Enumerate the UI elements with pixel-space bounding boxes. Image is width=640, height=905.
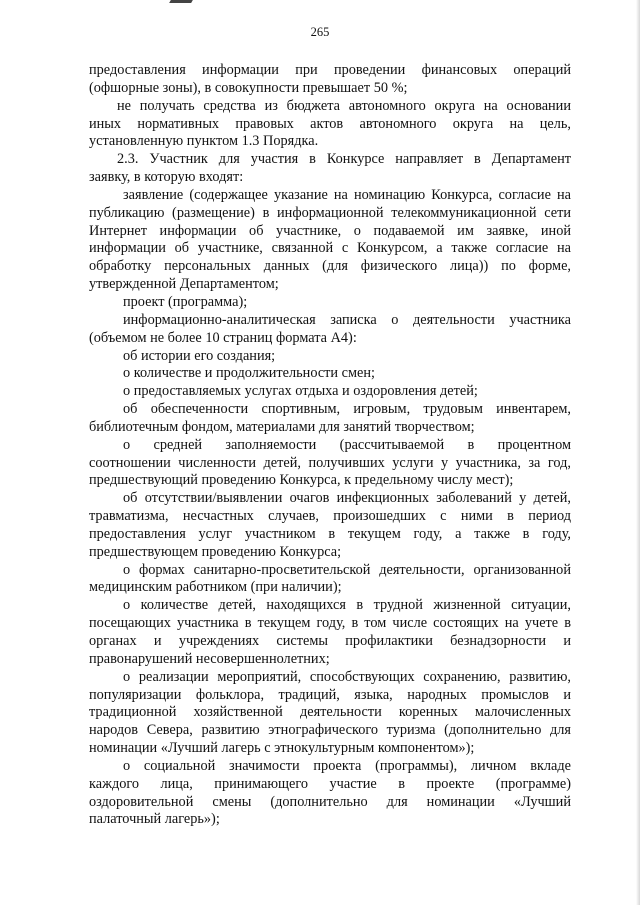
text-line: о количестве детей, находящихся в трудной жизненной ситуации, (123, 597, 571, 614)
text-line: обработку персональных данных (для физического лица)) по форме, (89, 258, 571, 275)
text-line: иных нормативных правовых актов автономного округа на цель, (89, 115, 571, 132)
text-line: (офшорные зоны), в совокупности превышает 50 %; (89, 79, 408, 96)
text-line: утвержденной Департаментом; (89, 276, 279, 293)
text-line: об истории его создания; (123, 347, 276, 364)
text-line: информации об участнике, связанной с Конкурсом, а также согласие на (89, 240, 571, 257)
text-line: о количестве и продолжительности смен; (123, 365, 376, 382)
scan-edge (636, 0, 640, 905)
text-line: посещающих участника в текущем году, в том числе состоящих на учете в (89, 615, 571, 632)
text-line: об отсутствии/выявлении очагов инфекционных заболеваний у детей, (123, 490, 571, 507)
text-line: проект (программа); (123, 293, 248, 310)
text-line: предшествующий проведению Конкурса, к предельному числу мест); (89, 472, 514, 489)
text-line: о формах санитарно-просветительской деятельности, организованной (123, 561, 571, 578)
text-line: палаточный лагерь»); (89, 811, 220, 828)
text-line: медицинским работником (при наличии); (89, 579, 342, 596)
text-line: установленную пунктом 1.3 Порядка. (89, 133, 319, 150)
text-line: Интернет информации об участнике, о подаваемой им заявке, иной (89, 222, 571, 239)
text-line: не получать средства из бюджета автономного округа на основании (117, 97, 571, 114)
text-line: традиционной хозяйственной деятельности коренных малочисленных (89, 704, 571, 721)
text-line: о предоставляемых услугах отдыха и оздоровления детей; (123, 383, 478, 400)
text-line: публикацию (размещение) в информационной телекоммуникационной сети (89, 204, 571, 221)
text-line: народов Севера, развитию этнографического туризма (дополнительно для (89, 722, 571, 739)
text-line: 2.3. Участник для участия в Конкурсе направляет в Департамент (117, 151, 571, 168)
text-line: оздоровительной смены (дополнительно для номинации «Лучший (89, 793, 571, 810)
text-line: травматизма, несчастных случаев, произошедших с ними в период (89, 508, 571, 525)
text-line: каждого лица, принимающего участие в проекте (программе) (89, 775, 571, 792)
text-line: библиотечным фондом, материалами для занятий творчеством; (89, 418, 475, 435)
text-line: об обеспеченности спортивным, игровым, трудовым инвентарем, (123, 401, 571, 418)
text-line: органах и учреждениях системы профилактики безнадзорности и (89, 633, 571, 649)
text-line: популяризации фольклора, традиций, языка, народных промыслов и (89, 686, 571, 703)
text-line: номинации «Лучший лагерь с этнокультурным компонентом»); (89, 740, 475, 757)
document-body (89, 62, 571, 829)
text-line: предоставления информации при проведении финансовых операций (89, 62, 571, 78)
text-line: о реализации мероприятий, способствующих сохранению, развитию, (123, 668, 571, 685)
text-line: соотношении численности детей, получивших услуги у участника, за год, (89, 454, 571, 471)
text-line: о социальной значимости проекта (программы), личном вкладе (123, 757, 571, 774)
text-line: (объемом не более 10 страниц формата А4): (89, 329, 357, 346)
text-line: заявку, в которую входят: (89, 169, 244, 186)
page-number: 265 (310, 25, 330, 39)
text-line: правонарушений несовершеннолетних; (89, 650, 330, 667)
text-line: предоставления услуг участником в текущем году, а также в году, (89, 525, 571, 542)
scan-mark (169, 0, 193, 3)
text-line: информационно-аналитическая записка о деятельности участника (123, 311, 571, 328)
text-line: о средней заполняемости (рассчитываемой в процентном (123, 436, 571, 453)
text-line: заявление (содержащее указание на номинацию Конкурса, согласие на (123, 186, 571, 203)
text-line: предшествующем проведению Конкурса; (89, 543, 342, 560)
